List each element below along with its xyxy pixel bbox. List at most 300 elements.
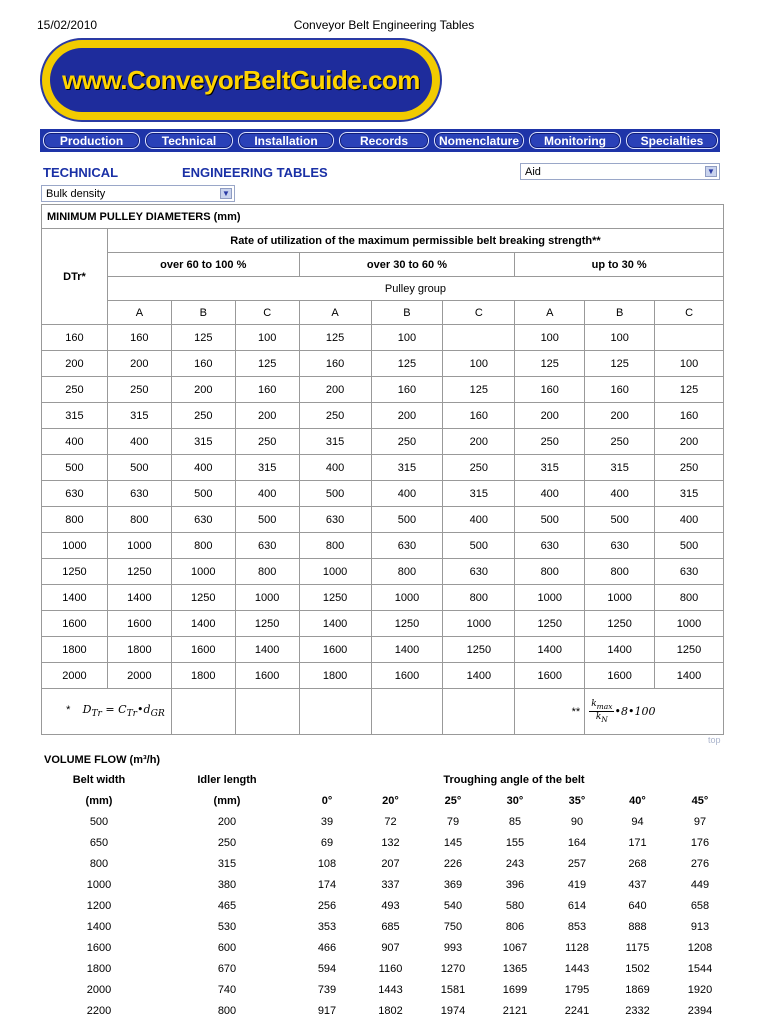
minimum-pulley-diameters-table (41, 204, 724, 735)
table-cell: 1600 (371, 663, 443, 689)
volume-flow-table (41, 769, 731, 1021)
nav-installation[interactable]: Installation (238, 132, 334, 149)
table-cell: 500 (235, 507, 299, 533)
dtr-cell: 1400 (42, 585, 108, 611)
table-cell: 1000 (655, 611, 724, 637)
table-cell: 600 (217, 941, 237, 954)
table-row (42, 429, 724, 455)
table-cell: 125 (299, 325, 371, 351)
table-cell: 1200 (86, 899, 112, 912)
pulley-group-col: A (107, 301, 171, 325)
table-cell: 1800 (107, 637, 171, 663)
nav-records[interactable]: Records (339, 132, 429, 149)
table-cell: 500 (585, 507, 655, 533)
dtr-cell: 630 (42, 481, 108, 507)
table-cell: 250 (107, 377, 171, 403)
table-cell: 200 (171, 377, 235, 403)
table-cell: 160 (299, 351, 371, 377)
table-cell: 2200 (86, 1004, 112, 1017)
footnote-empty (235, 689, 299, 735)
topic-select[interactable] (41, 185, 235, 202)
table-cell: 315 (171, 429, 235, 455)
table-cell: 160 (107, 325, 171, 351)
table-cell: 400 (515, 481, 585, 507)
table-cell: 315 (217, 857, 237, 870)
table-cell: 1974 (440, 1004, 466, 1017)
table-cell: 1600 (86, 941, 112, 954)
table-row (41, 853, 731, 874)
pulley-group-col: C (235, 301, 299, 325)
angle-header: 40° (629, 794, 646, 807)
table-cell: 1000 (515, 585, 585, 611)
formula-tail: •8•100 (614, 704, 656, 718)
group-header-1: over 60 to 100 % (107, 253, 299, 277)
table-row (42, 559, 724, 585)
table-cell: 449 (690, 878, 710, 891)
table-cell: 888 (628, 920, 647, 933)
table-row (42, 481, 724, 507)
table-cell: 145 (443, 836, 463, 849)
table-cell: 160 (443, 403, 515, 429)
table-cell: 353 (317, 920, 337, 933)
table-cell: 100 (443, 351, 515, 377)
table-cell: 400 (371, 481, 443, 507)
table-cell: 1400 (299, 611, 371, 637)
pulley-group-col: B (585, 301, 655, 325)
table-row (42, 325, 724, 351)
table-cell: 1270 (440, 962, 466, 975)
table-cell: 853 (567, 920, 587, 933)
table-cell: 1400 (235, 637, 299, 663)
table-cell: 315 (443, 481, 515, 507)
belt-width-unit: (mm) (85, 794, 113, 807)
table-cell: 740 (217, 983, 237, 996)
table-cell: 800 (89, 857, 109, 870)
table-cell: 1544 (687, 962, 713, 975)
footnote-2 (585, 689, 724, 735)
pulley-group-header: Pulley group (107, 277, 723, 301)
footnote-empty (171, 689, 235, 735)
table-cell: 400 (171, 455, 235, 481)
table-row (42, 351, 724, 377)
table-cell: 125 (655, 377, 724, 403)
table-cell: 1795 (564, 983, 590, 996)
table-cell: 250 (443, 455, 515, 481)
table-row (42, 585, 724, 611)
table-cell: 160 (655, 403, 724, 429)
section-engineering-tables: ENGINEERING TABLES (182, 165, 328, 180)
table-cell: 1365 (502, 962, 528, 975)
table-cell: 800 (217, 1004, 237, 1017)
belt-width-header: Belt width (72, 773, 126, 786)
table-cell: 100 (655, 351, 724, 377)
table-cell: 100 (371, 325, 443, 351)
table-cell: 160 (171, 351, 235, 377)
table-cell: 500 (443, 533, 515, 559)
table-cell: 530 (217, 920, 237, 933)
dtr-cell: 2000 (42, 663, 108, 689)
table-cell: 250 (217, 836, 237, 849)
table-cell: 1699 (502, 983, 528, 996)
table-cell: 500 (107, 455, 171, 481)
table-cell: 1802 (378, 1004, 403, 1017)
chevron-down-icon: ▼ (705, 166, 717, 177)
table-cell: 1600 (107, 611, 171, 637)
table-cell: 226 (443, 857, 463, 870)
table-cell: 1800 (299, 663, 371, 689)
table-cell: 630 (107, 481, 171, 507)
table-row (41, 832, 731, 853)
table-row (41, 874, 731, 895)
table-cell: 315 (585, 455, 655, 481)
table-cell: 90 (570, 815, 584, 828)
table-row (42, 507, 724, 533)
angle-header: 45° (691, 794, 709, 807)
dtr-cell: 800 (42, 507, 108, 533)
formula-numerator: $k_{max}$ (591, 699, 613, 711)
table-cell: 1920 (687, 983, 713, 996)
dtr-cell: 160 (42, 325, 108, 351)
table-cell: 1208 (687, 941, 713, 954)
table-cell: 594 (317, 962, 337, 975)
table-cell: 630 (171, 507, 235, 533)
table-cell: 630 (443, 559, 515, 585)
table-row (42, 377, 724, 403)
table-cell: 614 (567, 899, 587, 912)
table-cell: 176 (690, 836, 710, 849)
table-cell: 256 (317, 899, 337, 912)
table-cell: 670 (217, 962, 237, 975)
pulley-group-col: A (515, 301, 585, 325)
table-cell: 132 (381, 836, 400, 849)
table-cell: 1400 (171, 611, 235, 637)
table-cell: 125 (585, 351, 655, 377)
table-cell: 2241 (564, 1004, 590, 1017)
table-cell: 630 (515, 533, 585, 559)
dtr-cell: 315 (42, 403, 108, 429)
table-cell: 315 (515, 455, 585, 481)
table-cell: 2121 (502, 1004, 528, 1017)
table-cell: 200 (655, 429, 724, 455)
table-cell: 315 (371, 455, 443, 481)
dtr-cell: 1800 (42, 637, 108, 663)
table-cell: 1000 (171, 559, 235, 585)
angle-header: 20° (382, 794, 399, 807)
table-cell: 806 (505, 920, 525, 933)
table-cell: 540 (443, 899, 463, 912)
table-cell: 400 (299, 455, 371, 481)
table-cell: 1250 (443, 637, 515, 663)
table-cell: 257 (567, 857, 587, 870)
table-cell: 200 (107, 351, 171, 377)
print-date: 15/02/2010 (37, 18, 98, 32)
formula-dgr-sub: GR (150, 708, 165, 720)
table-cell: 200 (217, 815, 237, 828)
table-cell: 493 (381, 899, 400, 912)
table-cell: 400 (585, 481, 655, 507)
table-row (42, 611, 724, 637)
table-cell: 630 (235, 533, 299, 559)
table-cell: 125 (235, 351, 299, 377)
table-cell: 1443 (378, 983, 403, 996)
table-cell: 400 (235, 481, 299, 507)
idler-length-unit: (mm) (213, 794, 241, 807)
table-cell: 315 (107, 403, 171, 429)
table-cell: 125 (371, 351, 443, 377)
table-cell: 2000 (107, 663, 171, 689)
table-cell: 1800 (86, 962, 112, 975)
table-cell: 125 (515, 351, 585, 377)
table-cell: 160 (585, 377, 655, 403)
table-cell: 1000 (585, 585, 655, 611)
table-row (41, 937, 731, 958)
table-cell: 400 (655, 507, 724, 533)
table-cell: 276 (690, 857, 710, 870)
dtr-cell: 250 (42, 377, 108, 403)
table-cell: 1443 (564, 962, 590, 975)
table-cell: 1250 (371, 611, 443, 637)
table-cell: 1160 (378, 962, 403, 975)
table-cell: 171 (628, 836, 647, 849)
table-cell: 400 (443, 507, 515, 533)
table-cell: 160 (235, 377, 299, 403)
dtr-cell: 500 (42, 455, 108, 481)
formula-eq: = (101, 703, 119, 717)
pulley-group-col: A (299, 301, 371, 325)
troughing-angle-header: Troughing angle of the belt (443, 773, 585, 786)
dtr-cell: 400 (42, 429, 108, 455)
footnote-1 (42, 689, 172, 735)
nav-monitoring[interactable]: Monitoring (529, 132, 621, 149)
table-cell (443, 325, 515, 351)
table-cell: 1400 (107, 585, 171, 611)
table-cell: 250 (371, 429, 443, 455)
table-cell: 396 (505, 878, 525, 891)
table-cell: 640 (628, 899, 647, 912)
formula-d: D (82, 703, 92, 717)
table-cell: 1400 (655, 663, 724, 689)
nav-production[interactable]: Production (43, 132, 140, 149)
table-cell: 739 (317, 983, 337, 996)
dtr-cell: 1600 (42, 611, 108, 637)
table-cell: 243 (505, 857, 525, 870)
table-cell: 650 (89, 836, 109, 849)
table-cell: 1250 (107, 559, 171, 585)
table-cell: 630 (371, 533, 443, 559)
dtr-cell: 200 (42, 351, 108, 377)
table-cell: 419 (567, 878, 587, 891)
table-row (42, 637, 724, 663)
pulley-group-col: C (443, 301, 515, 325)
table-cell: 85 (508, 815, 522, 828)
footnote-empty (299, 689, 371, 735)
table-cell: 250 (171, 403, 235, 429)
table-row (41, 958, 731, 979)
table-cell: 800 (171, 533, 235, 559)
table-cell: 250 (299, 403, 371, 429)
table-cell: 1250 (235, 611, 299, 637)
table-cell: 1000 (107, 533, 171, 559)
table-cell: 125 (171, 325, 235, 351)
table-cell: 437 (628, 878, 647, 891)
table-cell: 1581 (440, 983, 466, 996)
table-cell: 630 (299, 507, 371, 533)
table-cell: 658 (690, 899, 710, 912)
table-cell: 1400 (371, 637, 443, 663)
table-cell: 250 (235, 429, 299, 455)
table-cell: 500 (299, 481, 371, 507)
table-cell: 1067 (502, 941, 528, 954)
footnote-empty (371, 689, 443, 735)
aid-select-value: Aid (525, 165, 541, 178)
aid-select[interactable] (520, 163, 720, 180)
chevron-down-icon: ▼ (220, 188, 232, 199)
table-cell: 400 (107, 429, 171, 455)
group-header-3: up to 30 % (515, 253, 724, 277)
table-cell: 466 (317, 941, 337, 954)
formula-utilization (589, 699, 656, 724)
site-logo[interactable] (40, 38, 442, 122)
pulley-group-col: B (371, 301, 443, 325)
table-cell: 1600 (585, 663, 655, 689)
table-cell: 164 (567, 836, 587, 849)
table-cell: 200 (235, 403, 299, 429)
group-header-2: over 30 to 60 % (299, 253, 515, 277)
table-cell: 2332 (625, 1004, 650, 1017)
table-cell: 250 (655, 455, 724, 481)
print-title: Conveyor Belt Engineering Tables (293, 18, 475, 32)
table-row (42, 663, 724, 689)
table-cell: 1250 (171, 585, 235, 611)
table-row (41, 1000, 731, 1021)
table-cell: 993 (443, 941, 463, 954)
table-row (42, 533, 724, 559)
table-cell: 1600 (171, 637, 235, 663)
nav-nomenclature[interactable]: Nomenclature (434, 132, 524, 149)
formula-denominator: $k_N$ (595, 712, 608, 724)
table-cell: 1600 (299, 637, 371, 663)
table-cell: 97 (693, 815, 707, 828)
table-row (42, 455, 724, 481)
main-nav (40, 129, 720, 152)
table-cell: 1400 (585, 637, 655, 663)
table-cell: 800 (107, 507, 171, 533)
table-cell: 500 (371, 507, 443, 533)
table-cell: 800 (299, 533, 371, 559)
dtr-cell: 1250 (42, 559, 108, 585)
table-row (41, 979, 731, 1000)
top-link[interactable]: top (708, 735, 721, 745)
angle-header: 30° (506, 794, 524, 807)
formula-dot: • (137, 703, 144, 717)
formula-c: C (118, 703, 127, 717)
table-cell: 250 (515, 429, 585, 455)
topic-select-value: Bulk density (46, 187, 106, 200)
table-cell: 39 (320, 815, 334, 828)
table-cell: 200 (585, 403, 655, 429)
table-cell: 500 (515, 507, 585, 533)
table-cell: 69 (320, 836, 334, 849)
table-cell: 1250 (655, 637, 724, 663)
table-cell: 685 (381, 920, 400, 933)
site-logo-inner (50, 48, 432, 112)
table-cell: 800 (655, 585, 724, 611)
table-cell: 337 (381, 878, 400, 891)
table-cell: 268 (628, 857, 647, 870)
table-cell: 1000 (371, 585, 443, 611)
table-cell: 1000 (443, 611, 515, 637)
table-cell: 250 (585, 429, 655, 455)
volume-flow-title: VOLUME FLOW (m³/h) (44, 754, 161, 766)
table-cell: 580 (505, 899, 525, 912)
table-cell: 1502 (625, 962, 650, 975)
footnote-empty (443, 689, 515, 735)
table-cell: 1128 (565, 941, 589, 954)
table-cell: 207 (381, 857, 400, 870)
table-cell: 907 (381, 941, 400, 954)
table-cell: 1600 (515, 663, 585, 689)
table-cell: 800 (515, 559, 585, 585)
table-cell: 1800 (171, 663, 235, 689)
formula-fraction (589, 699, 614, 724)
dtr-cell: 1000 (42, 533, 108, 559)
table-cell: 1175 (625, 941, 650, 954)
table-cell: 800 (585, 559, 655, 585)
table-cell: 2000 (86, 983, 112, 996)
table-cell: 800 (371, 559, 443, 585)
table-cell: 108 (317, 857, 337, 870)
pulley-table-title: MINIMUM PULLEY DIAMETERS (mm) (42, 205, 724, 229)
formula-c-sub: Tr (126, 708, 138, 720)
nav-technical[interactable]: Technical (145, 132, 233, 149)
table-cell: 1869 (625, 983, 650, 996)
footnote-2-mark: ** (515, 689, 585, 735)
table-cell: 1400 (443, 663, 515, 689)
table-cell: 160 (371, 377, 443, 403)
table-cell: 79 (446, 815, 460, 828)
nav-specialties[interactable]: Specialties (626, 132, 718, 149)
table-cell: 800 (235, 559, 299, 585)
table-row (42, 403, 724, 429)
table-cell: 2394 (687, 1004, 713, 1017)
table-cell: 174 (317, 878, 337, 891)
table-cell: 100 (515, 325, 585, 351)
rate-header: Rate of utilization of the maximum permissible belt breaking strength** (107, 229, 723, 253)
table-cell: 1600 (235, 663, 299, 689)
table-cell: 1250 (585, 611, 655, 637)
formula-dgr: d (143, 703, 151, 717)
table-cell: 917 (317, 1004, 337, 1017)
table-cell: 72 (384, 815, 397, 828)
dtr-header: DTr* (42, 229, 108, 325)
formula-pulley-diameter (82, 703, 165, 720)
table-cell: 315 (655, 481, 724, 507)
table-cell (655, 325, 724, 351)
table-cell: 750 (443, 920, 463, 933)
table-cell: 913 (690, 920, 710, 933)
table-cell: 100 (235, 325, 299, 351)
table-cell: 1000 (235, 585, 299, 611)
table-cell: 315 (235, 455, 299, 481)
table-cell: 200 (515, 403, 585, 429)
idler-length-header: Idler length (197, 773, 257, 786)
footnote-1-mark: * (66, 704, 71, 717)
table-cell: 500 (171, 481, 235, 507)
table-cell: 500 (655, 533, 724, 559)
angle-header: 0° (321, 794, 333, 807)
table-cell: 200 (443, 429, 515, 455)
table-cell: 800 (443, 585, 515, 611)
